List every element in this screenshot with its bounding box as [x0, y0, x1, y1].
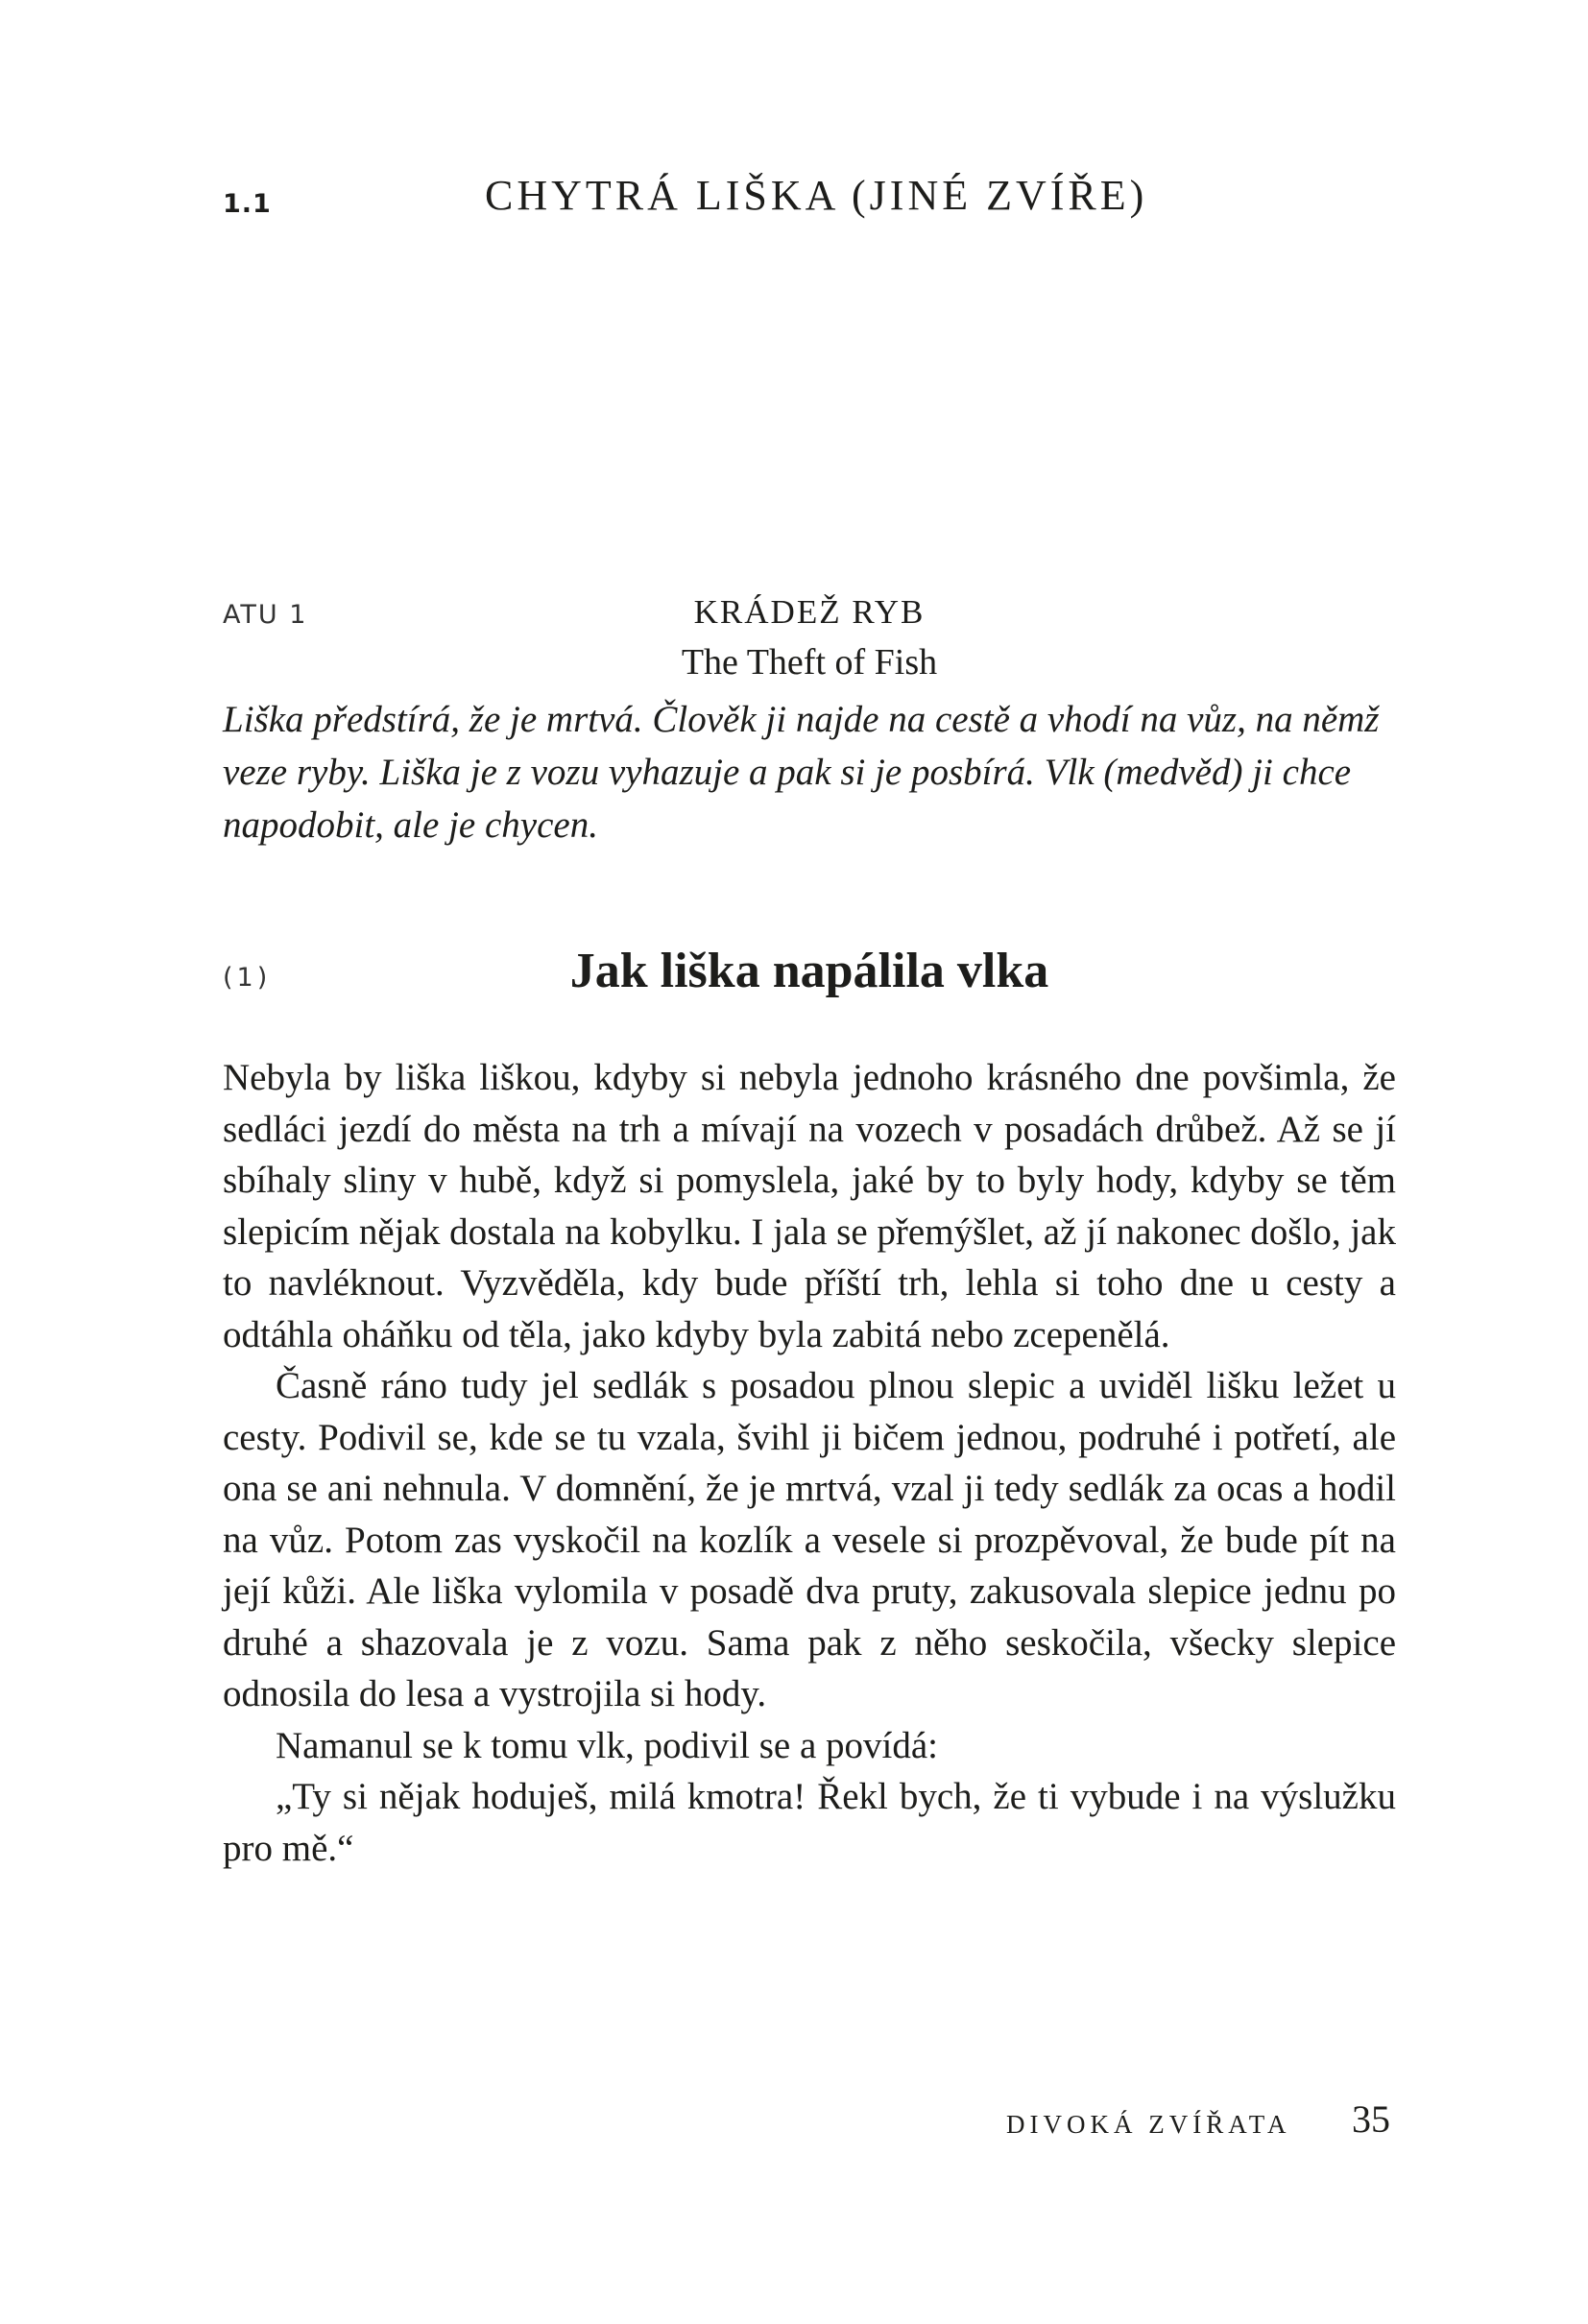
tale-type-title-english: The Theft of Fish	[681, 642, 938, 683]
paragraph: Namanul se k tomu vlk, podivil se a povídá:	[276, 1724, 938, 1766]
tale-title: Jak liška napálila vlka	[569, 944, 1049, 998]
paragraph: „Ty si nějak hoduješ, milá kmotra! Řekl bych, že ti vybude i na výslužku pro mě.“	[223, 1776, 1396, 1869]
page-number: 35	[1352, 2097, 1390, 2141]
paragraph: Nebyla by liška liškou, kdyby si nebyla jednoho krásného dne povšimla, že sedláci jezdí do města na trh a mívají na vozech v posadách drůbež. Až se jí sbíhaly sliny v hubě, když si pomyslela, jaké by to byly hody, kdyby se těm slepicím nějak dostala na kobylku. I jala se přemýšlet, až jí nakonec došlo, jak to navléknout. Vyzvěděla, kdy bude příští trh, lehla si toho dne u cesty a odtáhla oháňku od těla, jako kdyby byla zabitá nebo zcepenělá.	[223, 1057, 1396, 1355]
tale-body	[223, 1052, 1396, 1874]
running-footer-title: DIVOKÁ ZVÍŘATA	[1006, 2110, 1291, 2139]
chapter-title: CHYTRÁ LIŠKA (JINÉ ZVÍŘE)	[485, 172, 1148, 219]
paragraph: Časně ráno tudy jel sedlák s posadou plnou slepic a uviděl lišku ležet u cesty. Podivil se, kde se tu vzala, švihl ji bičem jednou, podruhé i potřetí, ale ona se ani nehnula. V domnění, že je mrtvá, vzal ji tedy sedlák za ocas a hodil na vůz. Potom zas vyskočil na kozlík a vesele si prozpěvoval, že bude pít na její kůži. Ale liška vylomila v posadě dva pruty, zakusovala slepice jednu po druhé a shazovala je z vozu. Sama pak z něho seskočila, všecky slepice odnosila do lesa a vystrojila si hody.	[223, 1365, 1396, 1714]
tale-type-code: ATU 1	[223, 600, 308, 630]
chapter-number: 1.1	[223, 189, 272, 219]
tale-type-title: KRÁDEŽ RYB	[693, 593, 926, 631]
tale-type-summary: Liška předstírá, že je mrtvá. Člověk ji najde na cestě a vhodí na vůz, na němž veze ryby. Liška je z vozu vyhazuje a pak si je posbírá. Vlk (medvěd) ji chce napodobit, ale je chycen.	[223, 699, 1380, 846]
tale-number: (1)	[223, 963, 272, 993]
